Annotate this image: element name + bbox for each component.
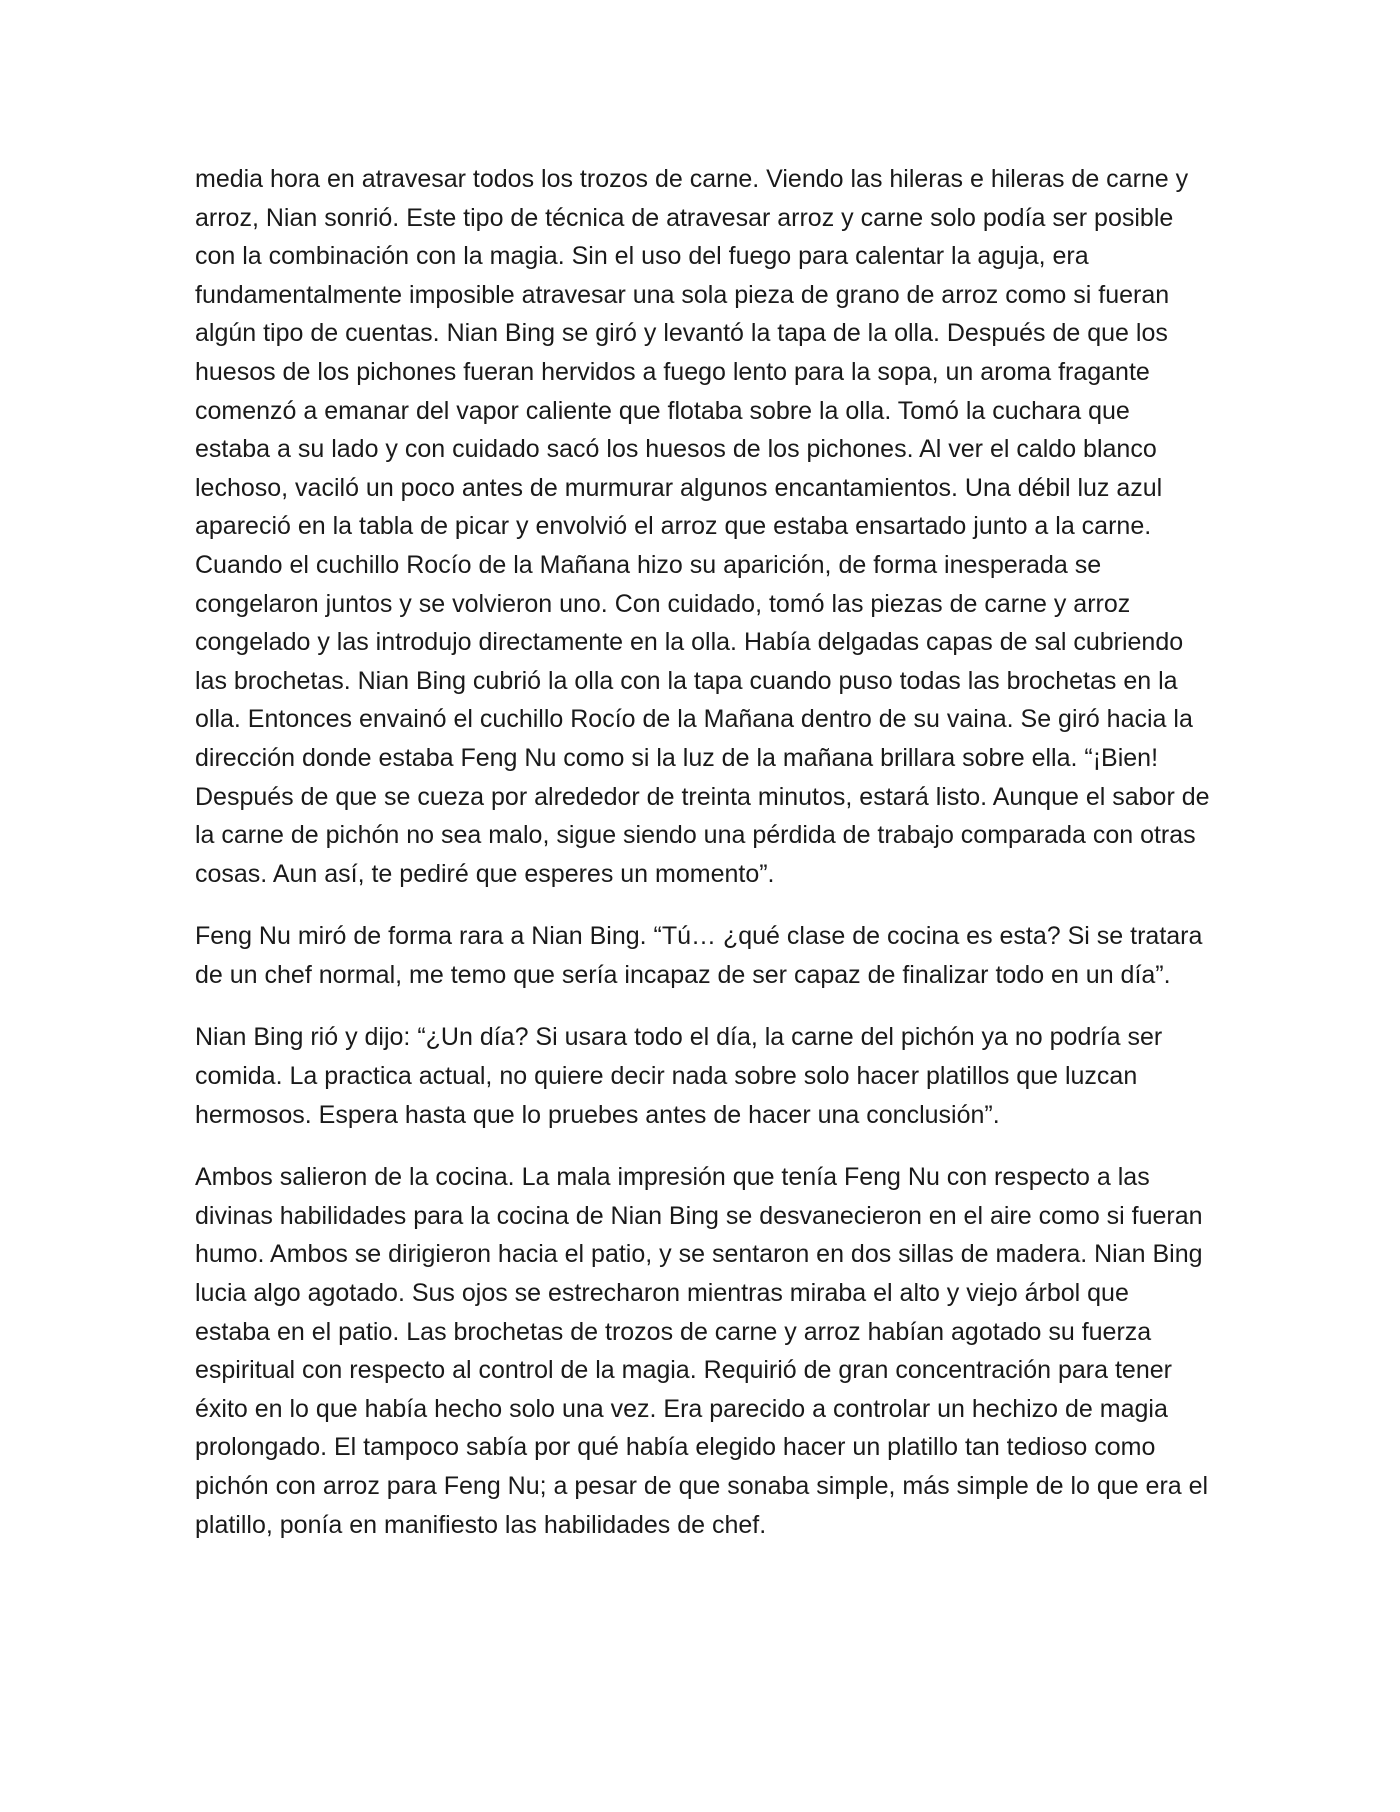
document-page [195,160,1210,1568]
paragraph-3: Nian Bing rió y dijo: “¿Un día? Si usara todo el día, la carne del pichón ya no podría ser comida. La practica actual, no quiere decir nada sobre solo hacer platillos que luzcan hermosos. Espera hasta que lo pruebes antes de hacer una conclusión”. [195,1023,1163,1129]
paragraph-4: Ambos salieron de la cocina. La mala impresión que tenía Feng Nu con respecto a las divinas habilidades para la cocina de Nian Bing se desvanecieron en el aire como si fueran humo. Ambos se dirigieron hacia el patio, y se sentaron en dos sillas de madera. Nian Bing lucia algo agotado. Sus ojos se estrecharon mientras miraba el alto y viejo árbol que estaba en el patio. Las brochetas de trozos de carne y arroz habían agotado su fuerza espiritual con respecto al control de la magia. Requirió de gran concentración para tener éxito en lo que había hecho solo una vez. Era parecido a controlar un hechizo de magia prolongado. El tampoco sabía por qué había elegido hacer un platillo tan tedioso como pichón con arroz para Feng Nu; a pesar de que sonaba simple, más simple de lo que era el platillo, ponía en manifiesto las habilidades de chef. [195,1163,1209,1539]
paragraph-1: media hora en atravesar todos los trozos de carne. Viendo las hileras e hileras de carne y arroz, Nian sonrió. Este tipo de técnica de atravesar arroz y carne solo podía ser posible con la combinación con la magia. Sin el uso del fuego para calentar la aguja, era fundamentalmente imposible atravesar una sola pieza de grano de arroz como si fueran algún tipo de cuentas. Nian Bing se giró y levantó la tapa de la olla. Después de que los huesos de los pichones fueran hervidos a fuego lento para la sopa, un aroma fragante comenzó a emanar del vapor caliente que flotaba sobre la olla. Tomó la cuchara que estaba a su lado y con cuidado sacó los huesos de los pichones. Al ver el caldo blanco lechoso, vaciló un poco antes de murmurar algunos encantamientos. Una débil luz azul apareció en la tabla de picar y envolvió el arroz que estaba ensartado junto a la carne. Cuando el cuchillo Rocío de la Mañana hizo su aparición, de forma inesperada se congelaron juntos y se volvieron uno. Con cuidado, tomó las piezas de carne y arroz congelado y las introdujo directamente en la olla. Había delgadas capas de sal cubriendo las brochetas. Nian Bing cubrió la olla con la tapa cuando puso todas las brochetas en la olla. Entonces envainó el cuchillo Rocío de la Mañana dentro de su vaina. Se giró hacia la dirección donde estaba Feng Nu como si la luz de la mañana brillara sobre ella. “¡Bien! Después de que se cueza por alrededor de treinta minutos, estará listo. Aunque el sabor de la carne de pichón no sea malo, sigue siendo una pérdida de trabajo comparada con otras cosas. Aun así, te pediré que esperes un momento”. [195,165,1210,888]
paragraph-2: Feng Nu miró de forma rara a Nian Bing. “Tú… ¿qué clase de cocina es esta? Si se tratara de un chef normal, me temo que sería incapaz de ser capaz de finalizar todo en un día”. [195,922,1203,989]
